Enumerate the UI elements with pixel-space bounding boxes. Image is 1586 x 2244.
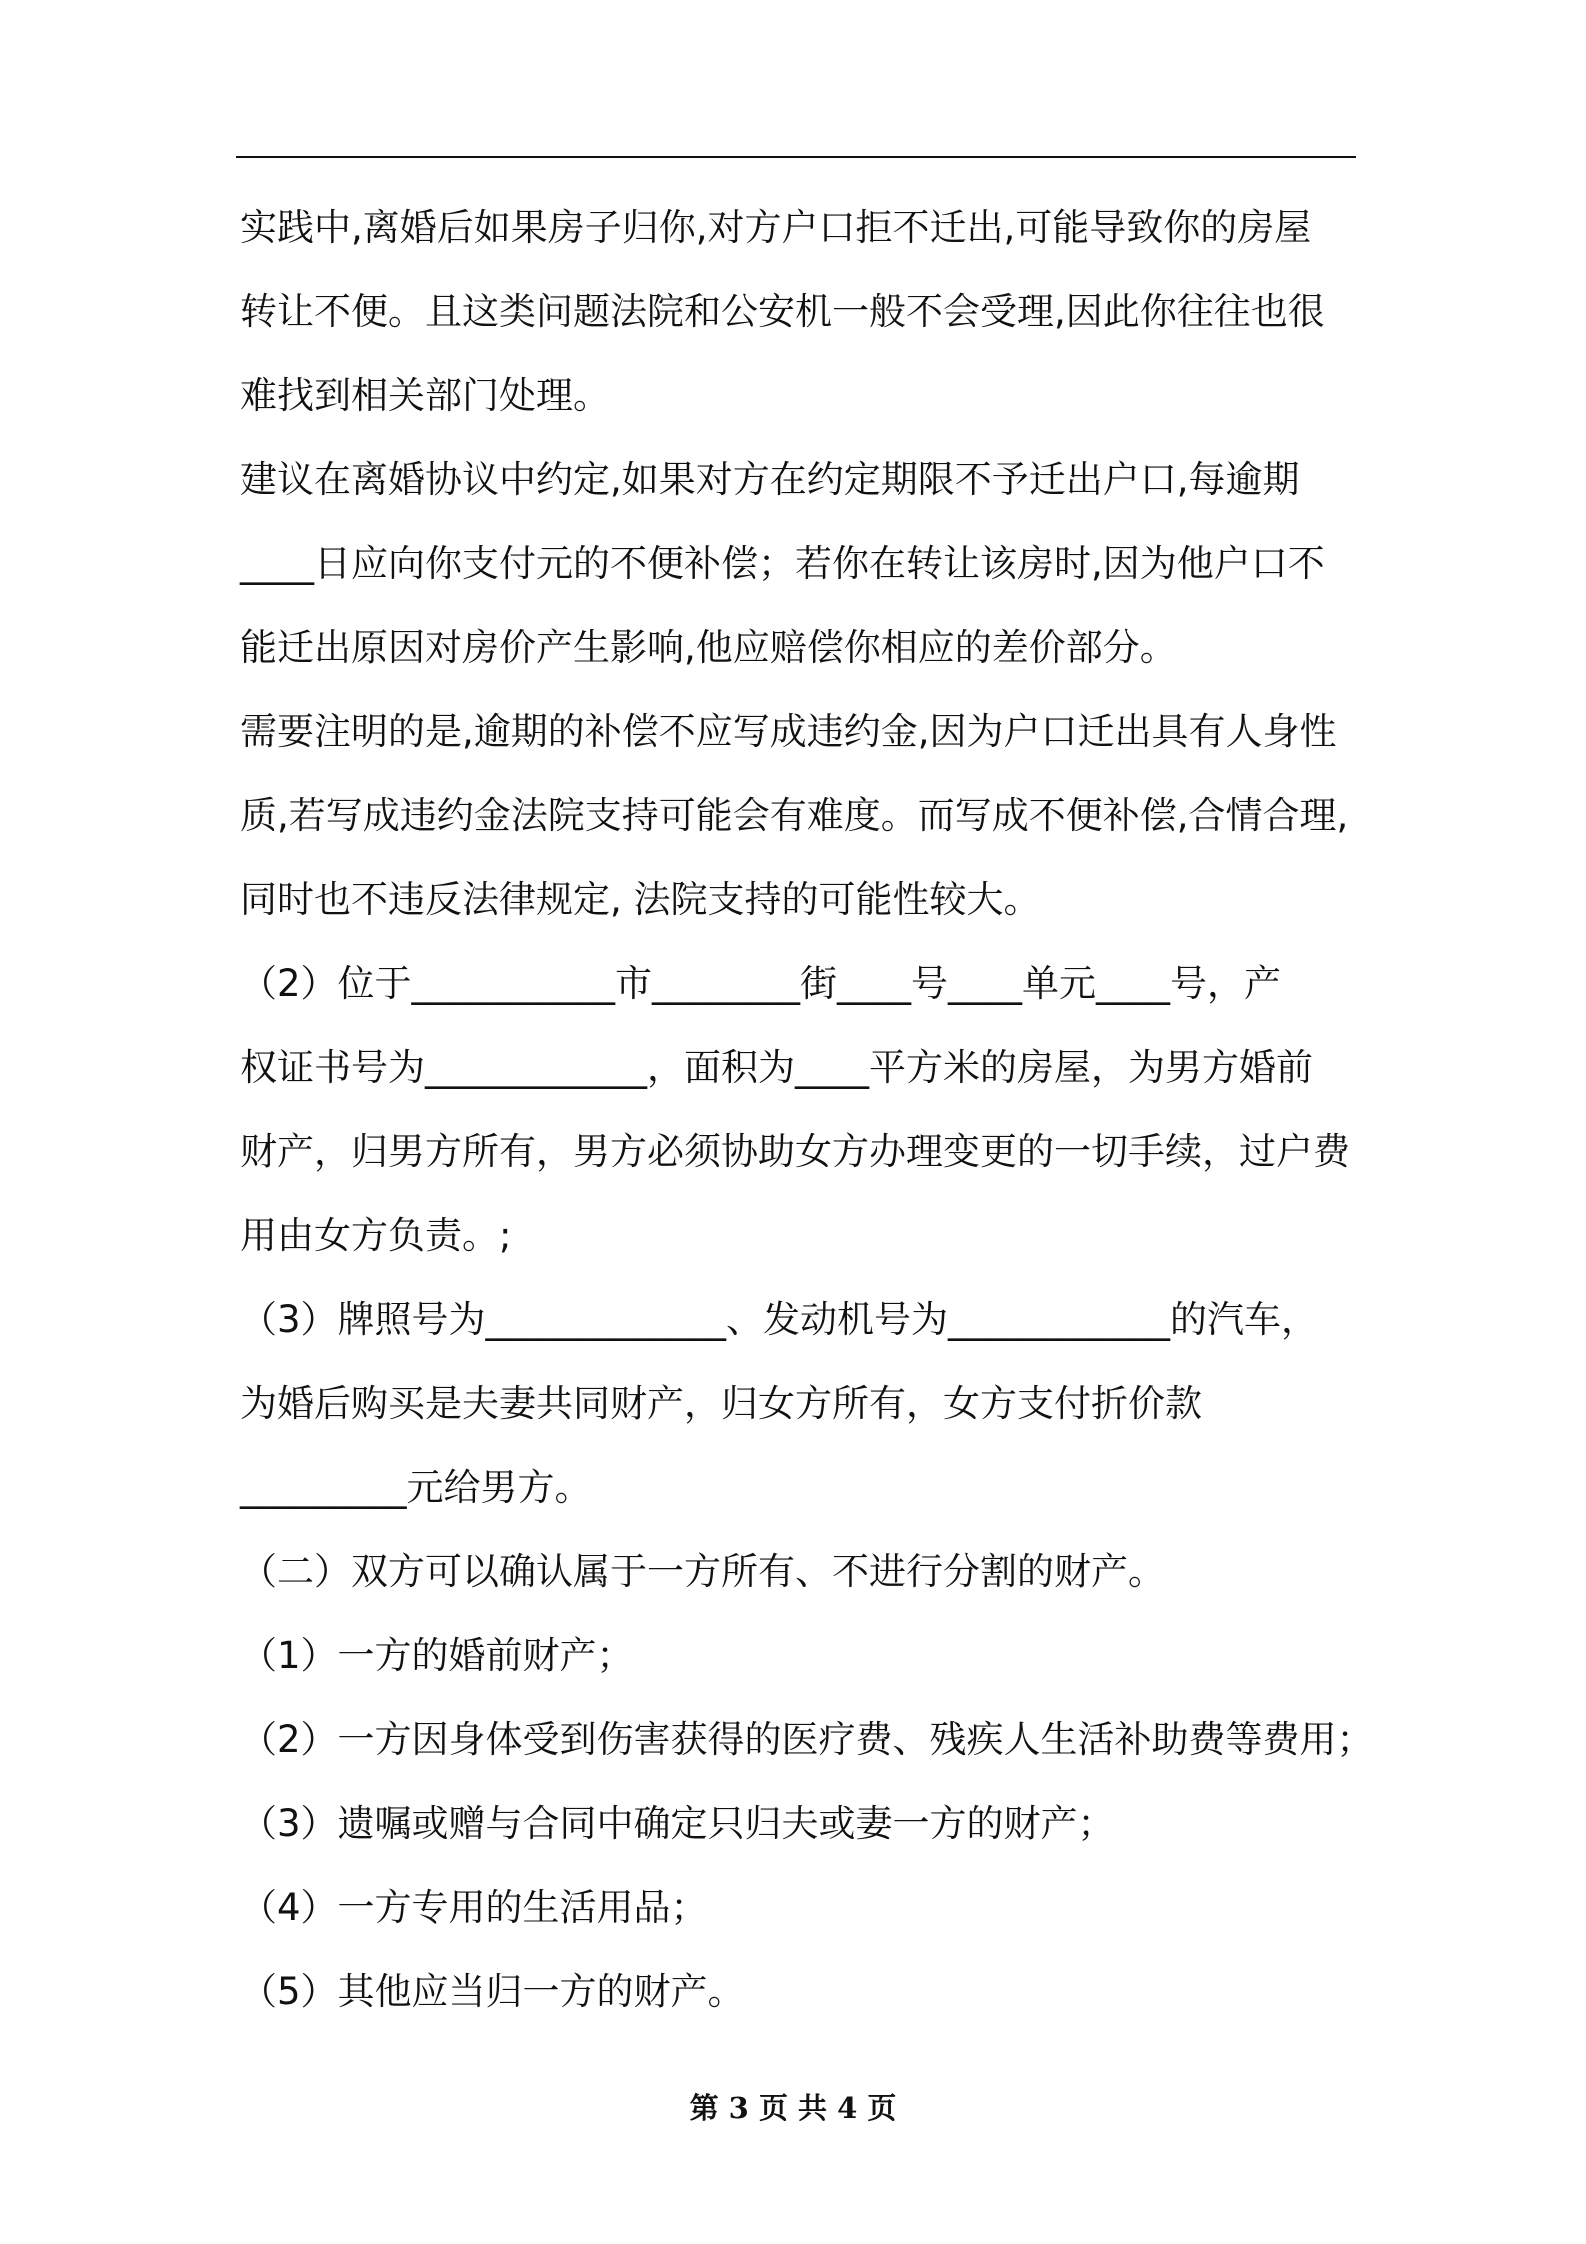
text-line: _________元给男方。 bbox=[240, 1466, 592, 1509]
text-line: （3）遗嘱或赠与合同中确定只归夫或妻一方的财产； bbox=[240, 1802, 1115, 1845]
text-line: （4）一方专用的生活用品； bbox=[240, 1886, 708, 1929]
text-line: 为婚后购买是夫妻共同财产，归女方所有，女方支付折价款 bbox=[240, 1382, 1202, 1425]
text-line: 权证书号为____________，面积为____平方米的房屋，为男方婚前 bbox=[240, 1046, 1313, 1089]
text-line: 需要注明的是,逾期的补偿不应写成违约金,因为户口迁出具有人身性 bbox=[240, 710, 1337, 753]
text-line: （5）其他应当归一方的财产。 bbox=[240, 1970, 745, 2013]
text-line: （1）一方的婚前财产； bbox=[240, 1634, 634, 1677]
text-line: 难找到相关部门处理。 bbox=[240, 374, 610, 417]
text-line: （2）一方因身体受到伤害获得的医疗费、残疾人生活补助费等费用； bbox=[240, 1718, 1374, 1761]
text-line: 财产，归男方所有，男方必须协助女方办理变更的一切手续，过户费 bbox=[240, 1130, 1350, 1173]
text-line: （3）牌照号为_____________、发动机号为____________的汽车， bbox=[240, 1298, 1319, 1341]
text-line: 能迁出原因对房价产生影响,他应赔偿你相应的差价部分。 bbox=[240, 626, 1177, 669]
text-line: 同时也不违反法律规定, 法院支持的可能性较大。 bbox=[240, 878, 1041, 921]
text-line: 转让不便。且这类问题法院和公安机一般不会受理,因此你往往也很 bbox=[240, 290, 1325, 333]
page-footer: 第 3 页 共 4 页 bbox=[689, 2091, 897, 2125]
text-line: ____日应向你支付元的不便补偿；若你在转让该房时,因为他户口不 bbox=[240, 542, 1325, 585]
text-line: 实践中,离婚后如果房子归你,对方户口拒不迁出,可能导致你的房屋 bbox=[240, 206, 1312, 249]
text-line: （2）位于___________市________街____号____单元____号，产 bbox=[240, 962, 1282, 1005]
text-line: 建议在离婚协议中约定,如果对方在约定期限不予迁出户口,每逾期 bbox=[240, 458, 1300, 501]
text-line: 用由女方负责。; bbox=[240, 1214, 512, 1257]
header-rule bbox=[236, 156, 1356, 158]
text-line: （二）双方可以确认属于一方所有、不进行分割的财产。 bbox=[240, 1550, 1165, 1593]
text-line: 质,若写成违约金法院支持可能会有难度。而写成不便补偿,合情合理, bbox=[240, 794, 1349, 837]
